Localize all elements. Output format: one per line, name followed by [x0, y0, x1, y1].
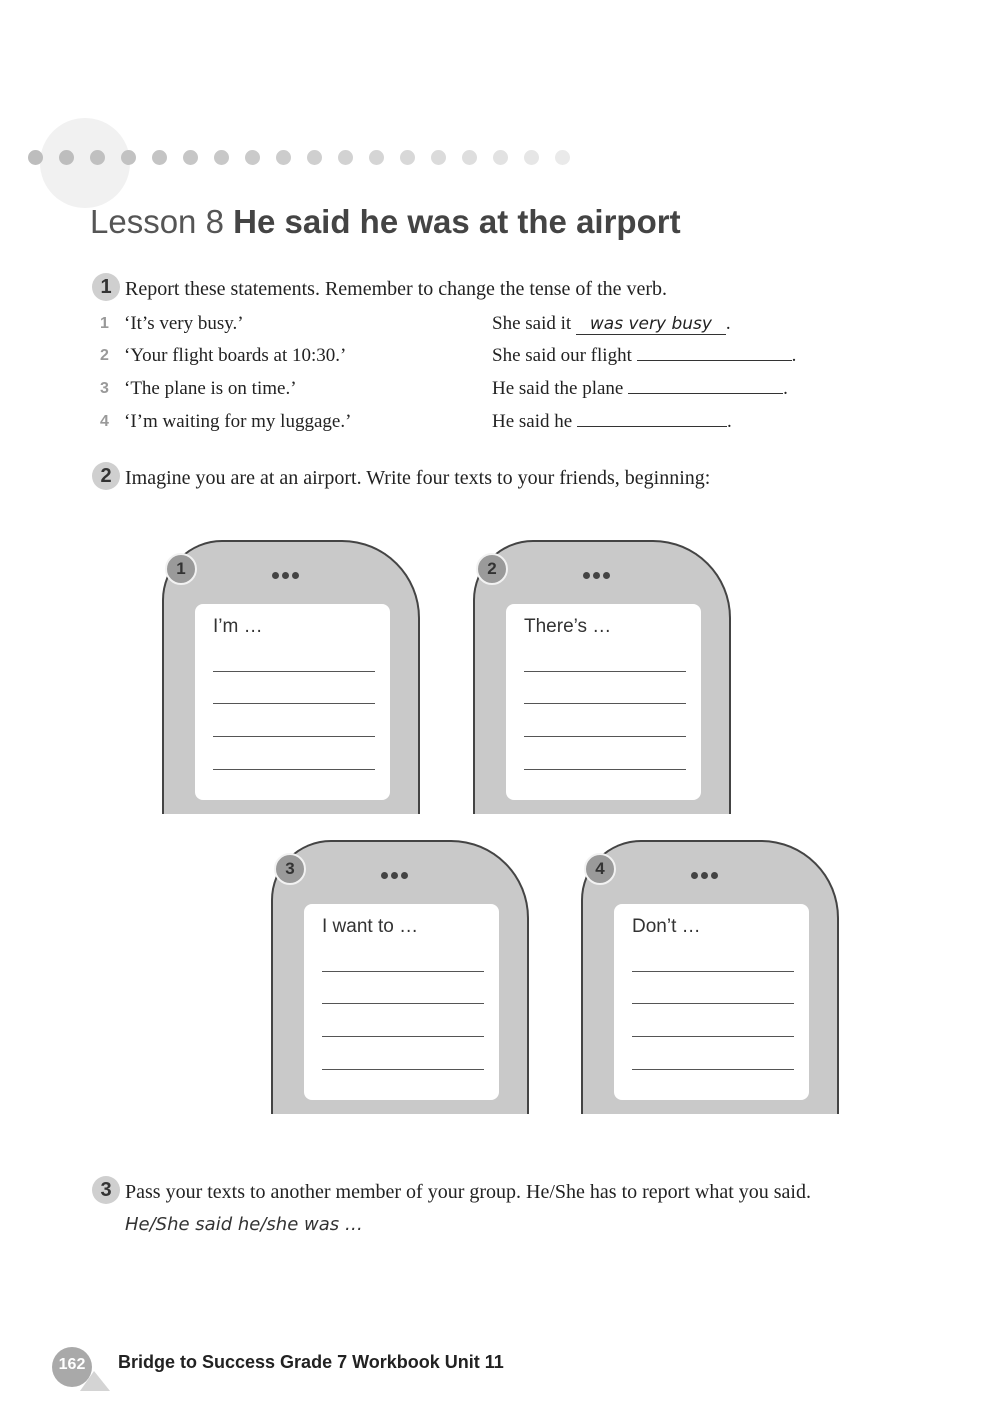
item-statement: ‘The plane is on time.’ [124, 378, 297, 399]
item-number: 3 [100, 380, 109, 397]
exercise-2-instruction: Imagine you are at an airport. Write four texts to your friends, beginning: [125, 467, 711, 489]
item-number: 1 [100, 315, 109, 332]
writing-line[interactable] [322, 1036, 484, 1037]
text-prompt: There’s … [524, 616, 612, 637]
book-title: Bridge to Success Grade 7 Workbook Unit 11 [118, 1352, 504, 1372]
writing-line[interactable] [322, 1069, 484, 1070]
report-start: She said our flight [492, 345, 632, 366]
item-statement: ‘Your flight boards at 10:30.’ [124, 345, 347, 366]
writing-line[interactable] [213, 736, 375, 737]
writing-line[interactable] [322, 1003, 484, 1004]
item-report [492, 378, 788, 400]
report-start: He said he [492, 411, 573, 432]
phone-2 [473, 540, 731, 812]
phone-screen[interactable] [614, 904, 809, 1100]
exercise-3-instruction: Pass your texts to another member of your group. He/She has to report what you said. [125, 1181, 811, 1203]
writing-line[interactable] [524, 769, 686, 770]
item-statement: ‘It’s very busy.’ [124, 313, 244, 334]
lesson-label: Lesson 8 [90, 203, 224, 240]
item-report [492, 345, 796, 367]
report-start: He said the plane [492, 378, 624, 399]
phone-number-badge: 2 [476, 553, 508, 585]
ellipsis-icon [381, 866, 411, 874]
phone-number-badge: 3 [274, 853, 306, 885]
exercise-2-badge: 2 [92, 462, 120, 490]
phone-4 [581, 840, 839, 1112]
exercise-3-badge: 3 [92, 1176, 120, 1204]
item-report [492, 411, 732, 433]
writing-line[interactable] [524, 703, 686, 704]
writing-line[interactable] [632, 971, 794, 972]
answer-field[interactable] [628, 393, 783, 394]
exercise-1-instruction: Report these statements. Remember to change the tense of the verb. [125, 278, 668, 300]
report-start: She said it [492, 313, 572, 334]
writing-line[interactable] [322, 971, 484, 972]
ellipsis-icon [583, 566, 613, 574]
report-end: . [726, 411, 732, 432]
item-number: 4 [100, 413, 109, 430]
exercise-3-example: He/She said he/she was … [125, 1214, 363, 1235]
text-prompt: I’m … [213, 616, 263, 637]
writing-line[interactable] [632, 1069, 794, 1070]
phone-screen[interactable] [506, 604, 701, 800]
item-report [492, 313, 731, 335]
phone-number-badge: 4 [584, 853, 616, 885]
report-end: . [725, 313, 731, 334]
phone-screen[interactable] [195, 604, 390, 800]
phone-screen[interactable] [304, 904, 499, 1100]
page-number: 162 [58, 1356, 86, 1373]
decorative-circle [40, 118, 130, 208]
lesson-title [90, 203, 681, 241]
writing-line[interactable] [213, 769, 375, 770]
text-prompt: I want to … [322, 916, 419, 937]
item-number: 2 [100, 347, 109, 364]
answer-field[interactable] [577, 426, 727, 427]
page-number-badge [50, 1347, 94, 1385]
writing-line[interactable] [632, 1003, 794, 1004]
writing-line[interactable] [524, 671, 686, 672]
ellipsis-icon [691, 866, 721, 874]
lesson-heading: He said he was at the airport [233, 203, 681, 240]
ellipsis-icon [272, 566, 302, 574]
phone-3 [271, 840, 529, 1112]
report-end: . [791, 345, 797, 366]
phone-number-badge: 1 [165, 553, 197, 585]
writing-line[interactable] [632, 1036, 794, 1037]
item-statement: ‘I’m waiting for my luggage.’ [124, 411, 352, 432]
text-prompt: Don’t … [632, 916, 701, 937]
phone-1 [162, 540, 420, 812]
writing-line[interactable] [213, 671, 375, 672]
answer-field[interactable]: was very busy [576, 314, 726, 335]
answer-field[interactable] [637, 360, 792, 361]
exercise-1-badge: 1 [92, 273, 120, 301]
writing-line[interactable] [524, 736, 686, 737]
report-end: . [783, 378, 788, 399]
writing-line[interactable] [213, 703, 375, 704]
